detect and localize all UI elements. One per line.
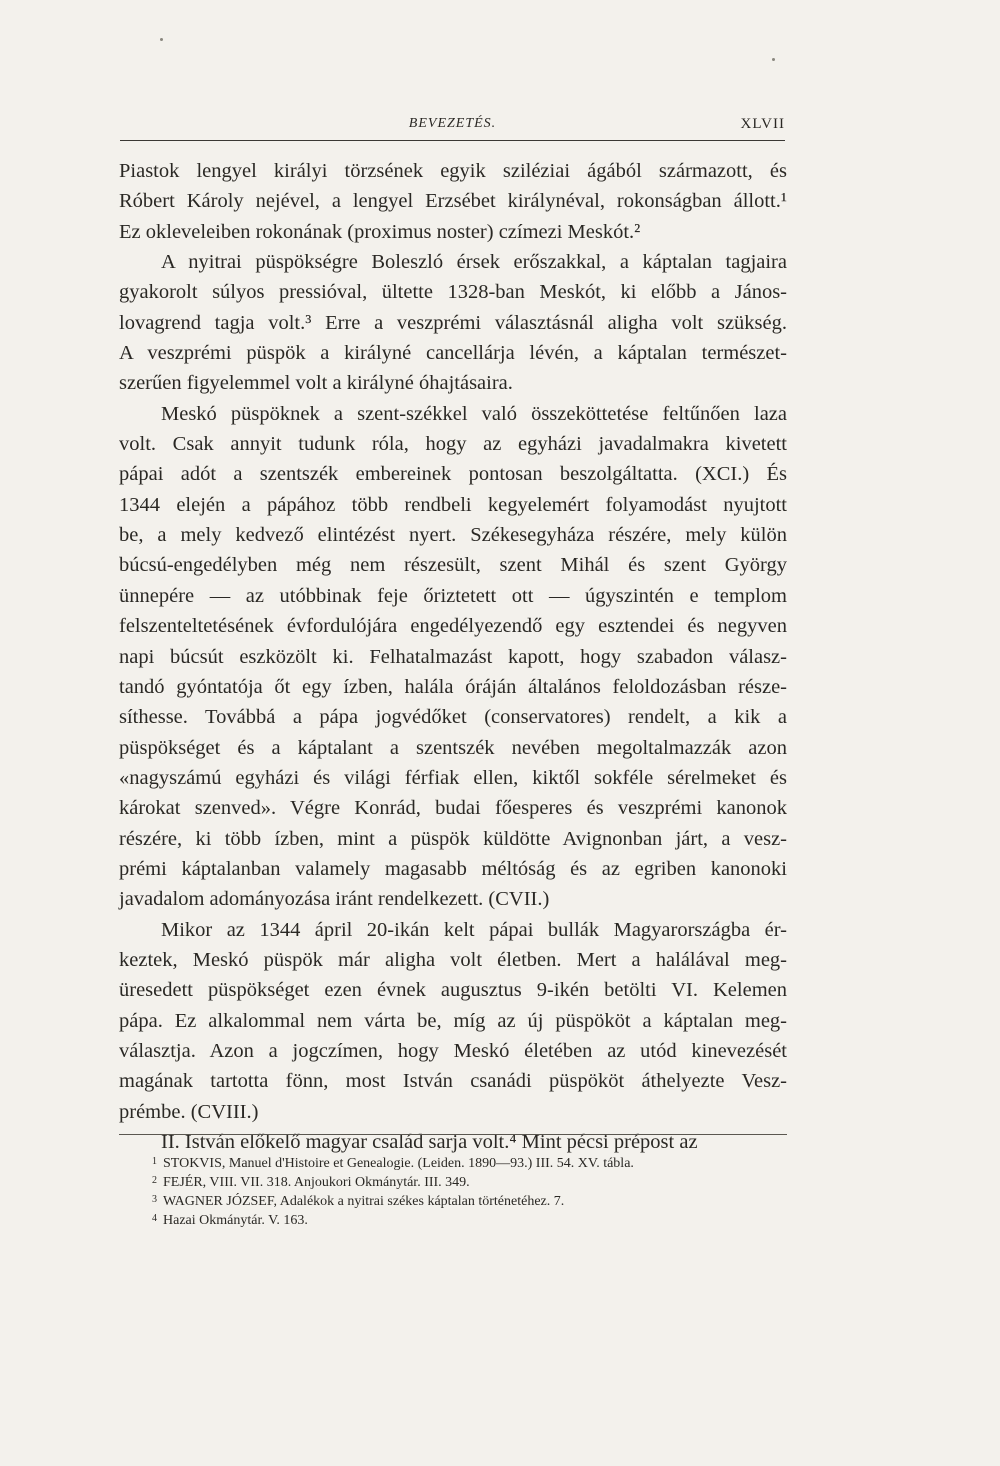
text-line: síthesse. Továbbá a pápa jogvédőket (conservatores) rendelt, a kik a xyxy=(119,706,787,729)
text-line: napi búcsút eszközölt ki. Felhatalmazást kapott, hogy szabadon válasz- xyxy=(119,645,787,668)
text-line: Mikor az 1344 ápril 20-ikán kelt pápai bullák Magyarországba ér- xyxy=(161,918,787,941)
text-line: javadalom adományozása iránt rendelkezett. (CVII.) xyxy=(119,888,550,911)
text-line: pápa. Ez alkalommal nem várta be, míg az új püspököt a káptalan meg- xyxy=(119,1009,787,1032)
text-line: keztek, Meskó püspök már aligha volt életben. Mert a halálával meg- xyxy=(119,948,787,971)
footnotes xyxy=(152,1152,772,1228)
footnote xyxy=(152,1209,772,1228)
footnote-mark: 4 xyxy=(152,1213,157,1224)
footnote-text: FEJÉR, VIII. VII. 318. Anjoukori Okmánytár. III. 349. xyxy=(163,1175,470,1190)
text-line: magának tartotta fönn, most István csanádi püspököt áthelyezte Vesz- xyxy=(119,1070,787,1093)
text-line: ünnepére — az utóbbinak feje őriztetett ott — úgyszintén e templom xyxy=(119,584,787,607)
text-line: püspökséget és a káptalant a szentszék nevében megoltalmazzák azon xyxy=(119,736,787,759)
paper-speck xyxy=(160,38,163,41)
paper-speck xyxy=(772,58,775,61)
text-line: Ez okleveleiben rokonának (proximus noster) czímezi Meskót.² xyxy=(119,220,641,243)
footnote-rule xyxy=(119,1134,787,1135)
text-line: II. István előkelő magyar család sarja volt.⁴ Mint pécsi prépost az xyxy=(161,1131,698,1153)
footnote-mark: 3 xyxy=(152,1194,157,1205)
text-line: prémi káptalanban valamely magasabb méltóság és az egriben kanonoki xyxy=(119,857,787,880)
page-header xyxy=(120,114,785,141)
text-line: tandó gyóntatója őt egy ízben, halála óráján általános feloldozásban része- xyxy=(119,675,787,698)
footnote xyxy=(152,1152,772,1171)
page-number: XLVII xyxy=(740,116,785,132)
text-line: gyakorolt súlyos pressióval, ültette 1328-ban Meskót, ki előbb a János- xyxy=(119,281,787,304)
text-line: búcsú-engedélyben még nem részesült, szent Mihál és szent György xyxy=(119,554,787,577)
text-line: prémbe. (CVIII.) xyxy=(119,1100,259,1123)
text-line: Meskó püspöknek a szent-székkel való összeköttetése feltűnően laza xyxy=(161,402,787,425)
footnote xyxy=(152,1171,772,1190)
text-line: károkat szenved». Végre Konrád, budai főesperes és veszprémi kanonok xyxy=(119,797,787,820)
text-line: lovagrend tagja volt.³ Erre a veszprémi választásnál aligha volt szükség. xyxy=(119,311,787,334)
text-line: «nagyszámú egyházi és világi férfiak ellen, kiktől sokféle sérelmeket és xyxy=(119,766,787,789)
text-line: pápai adót a szentszék embereinek pontosan beszolgáltatta. (XCI.) És xyxy=(119,463,787,486)
footnote-text: Hazai Okmánytár. V. 163. xyxy=(163,1213,308,1228)
body-text xyxy=(119,156,787,1157)
footnote-text: WAGNER JÓZSEF, Adalékok a nyitrai székes káptalan történetéhez. 7. xyxy=(163,1194,565,1209)
text-line: A veszprémi püspök a királyné cancellárja lévén, a káptalan természet- xyxy=(119,342,787,365)
footnote-text: STOKVIS, Manuel d'Histoire et Genealogie. (Leiden. 1890—93.) III. 54. XV. tábla. xyxy=(163,1156,634,1171)
text-line: felszenteltetésének évfordulójára engedélyezendő egy esztendei és negyven xyxy=(119,615,787,638)
text-line: választja. Azon a jogczímen, hogy Meskó életében az utód kinevezését xyxy=(119,1039,787,1062)
running-head: BEVEZETÉS. xyxy=(408,116,497,131)
footnote xyxy=(152,1190,772,1209)
footnote-mark: 1 xyxy=(152,1156,157,1167)
text-line: volt. Csak annyit tudunk róla, hogy az egyházi javadalmakra kivetett xyxy=(119,433,787,456)
text-line: részére, ki több ízben, mint a püspök küldötte Avignonban járt, a vesz- xyxy=(119,827,787,850)
text-line: be, a mely kedvező elintézést nyert. Székesegyháza részére, mely külön xyxy=(119,524,787,547)
text-line: Piastok lengyel királyi törzsének egyik sziléziai ágából származott, és xyxy=(119,160,787,182)
text-line: A nyitrai püspökségre Boleszló érsek erőszakkal, a káptalan tagjaira xyxy=(161,251,787,274)
text-line: 1344 elején a pápához több rendbeli kegyelemért folyamodást nyujtott xyxy=(119,493,787,516)
text-line: szerűen figyelemmel volt a királyné óhajtásaira. xyxy=(119,372,513,395)
text-line: Róbert Károly nejével, a lengyel Erzsébet királynéval, rokonságban állott.¹ xyxy=(119,190,787,213)
text-line: üresedett püspökséget ezen évnek augusztus 9-ikén betölti VI. Kelemen xyxy=(119,979,787,1002)
footnote-mark: 2 xyxy=(152,1175,157,1186)
